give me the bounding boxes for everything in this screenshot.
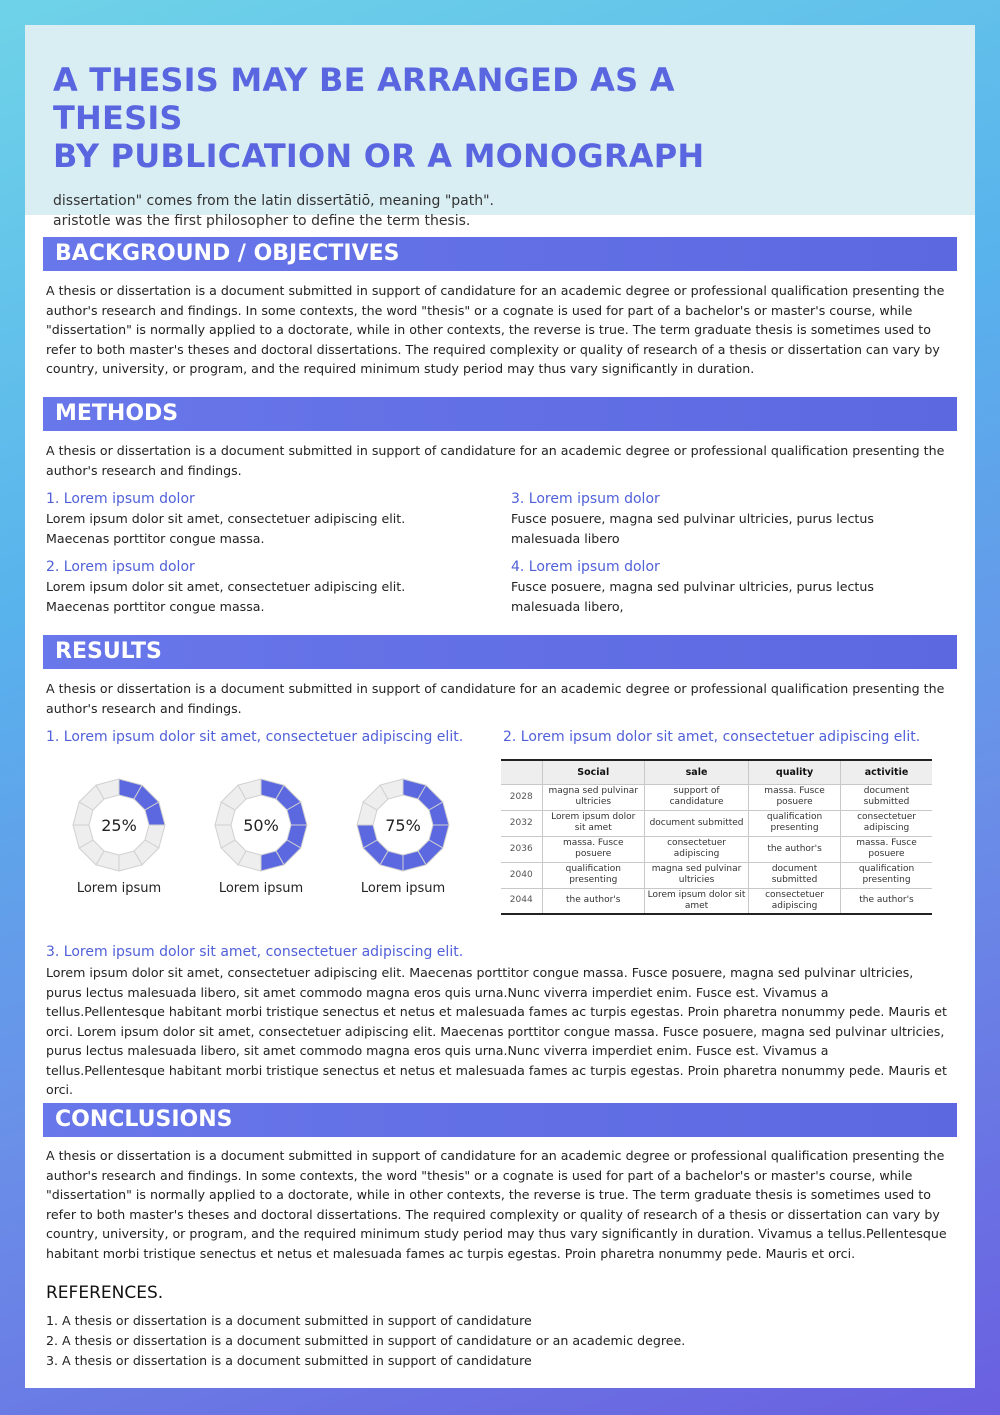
- table-cell-year: 2032: [501, 810, 542, 836]
- table-col-quality: quality: [749, 760, 841, 784]
- table-row: [501, 810, 932, 836]
- table-cell: consectetuer adipiscing: [645, 836, 749, 862]
- poster-sheet: [25, 25, 975, 1388]
- table-cell: the author's: [841, 888, 932, 914]
- methods-item-4-text: Fusce posuere, magna sed pulvinar ultricies, purus lectus malesuada libero,: [511, 579, 874, 614]
- donut-chart-3: [343, 777, 463, 896]
- table-cell-year: 2040: [501, 862, 542, 888]
- table-cell: magna sed pulvinar ultricies: [542, 784, 645, 810]
- donut-1-label: Lorem ipsum: [76, 881, 162, 896]
- poster-title-line-2: BY PUBLICATION OR A MONOGRAPH: [53, 137, 705, 175]
- table-header-row: [501, 760, 932, 784]
- methods-item-3-text: Fusce posuere, magna sed pulvinar ultricies, purus lectus malesuada libero: [511, 511, 874, 546]
- table-cell: consectetuer adipiscing: [841, 810, 932, 836]
- poster-title-line-1: A THESIS MAY BE ARRANGED AS A THESIS: [53, 61, 675, 137]
- reference-item-2: 2. A thesis or dissertation is a document submitted in support of candidature or an academic degree.: [46, 1333, 686, 1348]
- results-sub-2-title: 2. Lorem ipsum dolor sit amet, consectetuer adipiscing elit.: [503, 729, 921, 745]
- results-sub-3-text: Lorem ipsum dolor sit amet, consectetuer adipiscing elit. Maecenas porttitor congue massa. Fusce posuere, magna sed pulvinar ultricies, purus lectus malesuada libero, sit amet commodo magna eros quis urna.Nunc viverra imperdiet enim. Fusce est. Vivamus a tellus.Pellentesque habitant morbi tristique senectus et netus et malesuada fames ac turpis egestas. Proin pharetra nonummy pede. Mauris et orci. Lorem ipsum dolor sit amet, consectetuer adipiscing elit. Maecenas porttitor congue massa. Fusce posuere, magna sed pulvinar ultricies, purus lectus malesuada libero, sit amet commodo magna eros quis urna.Nunc viverra imperdiet enim. Fusce est. Vivamus a tellus.Pellentesque habitant morbi tristique senectus et netus et malesuada fames ac turpis egestas. Proin pharetra nonummy pede. Mauris et orci.: [46, 965, 947, 1097]
- reference-item-1: 1. A thesis or dissertation is a document submitted in support of candidature: [46, 1313, 532, 1328]
- results-intro: A thesis or dissertation is a document submitted in support of candidature for an academic degree or professional qualification presenting the author's research and findings.: [46, 681, 945, 716]
- background-text: A thesis or dissertation is a document submitted in support of candidature for an academic degree or professional qualification presenting the author's research and findings. In some contexts, the word "thesis" or a cognate is used for part of a bachelor's or master's course, while "dissertation" is normally applied to a doctorate, while in other contexts, the reverse is true. The term graduate thesis is sometimes used to refer to both master's theses and doctoral dissertations. The required complexity or quality of research of a thesis or dissertation can vary by country, university, or program, and the required minimum study period may thus vary significantly in duration.: [46, 283, 945, 376]
- methods-item-4-title: 4. Lorem ipsum dolor: [511, 559, 660, 575]
- conclusions-heading: CONCLUSIONS: [43, 1103, 957, 1137]
- table-cell: magna sed pulvinar ultricies: [645, 862, 749, 888]
- results-sub-3-title: 3. Lorem ipsum dolor sit amet, consectetuer adipiscing elit.: [46, 944, 464, 960]
- table-cell: massa. Fusce posuere: [841, 836, 932, 862]
- donut-chart-2: [201, 777, 321, 896]
- donut-3-svg: [355, 777, 451, 873]
- donut-1-svg: [71, 777, 167, 873]
- table-cell: massa. Fusce posuere: [749, 784, 841, 810]
- table-col-activitie: activitie: [841, 760, 932, 784]
- table-col-social: Social: [542, 760, 645, 784]
- table-cell: Lorem ipsum dolor sit amet: [542, 810, 645, 836]
- table-cell: document submitted: [749, 862, 841, 888]
- subtitle-line-1: dissertation" comes from the latin dissertātiō, meaning "path".: [53, 193, 494, 209]
- table-row: [501, 888, 932, 914]
- table-cell: support of candidature: [645, 784, 749, 810]
- table-cell: the author's: [749, 836, 841, 862]
- poster-subtitle: [53, 191, 947, 231]
- donut-3-percent: 75%: [385, 816, 421, 835]
- table-col-year: [501, 760, 542, 784]
- table-cell: document submitted: [645, 810, 749, 836]
- donut-2-svg: [213, 777, 309, 873]
- conclusions-text: A thesis or dissertation is a document submitted in support of candidature for an academic degree or professional qualification presenting the author's research and findings. In some contexts, the word "thesis" or a cognate is used for part of a bachelor's or master's course, while "dissertation" is normally applied to a doctorate, while in other contexts, the reverse is true. The term graduate thesis is sometimes used to refer to both master's theses and doctoral dissertations. The required complexity or quality of research of a thesis or dissertation can vary by country, university, or program, and the required minimum study period may thus vary significantly in duration. Vivamus a tellus.Pellentesque habitant morbi tristique senectus et netus et malesuada fames ac turpis egestas. Proin pharetra nonummy pede. Mauris et orci.: [46, 1148, 947, 1261]
- poster-title: [53, 61, 813, 175]
- donut-1-percent: 25%: [101, 816, 137, 835]
- table-col-sale: sale: [645, 760, 749, 784]
- donut-3-label: Lorem ipsum: [360, 881, 446, 896]
- table-cell-year: 2028: [501, 784, 542, 810]
- table-cell: consectetuer adipiscing: [749, 888, 841, 914]
- methods-item-1-text: Lorem ipsum dolor sit amet, consectetuer adipiscing elit. Maecenas porttitor congue massa.: [46, 511, 406, 546]
- table-cell: qualification presenting: [841, 862, 932, 888]
- table-row: [501, 862, 932, 888]
- results-heading: RESULTS: [43, 635, 957, 669]
- donut-chart-1: [59, 777, 179, 896]
- methods-item-3-title: 3. Lorem ipsum dolor: [511, 491, 660, 507]
- table-cell-year: 2044: [501, 888, 542, 914]
- methods-intro: A thesis or dissertation is a document submitted in support of candidature for an academic degree or professional qualification presenting the author's research and findings.: [46, 443, 945, 478]
- methods-item-1-title: 1. Lorem ipsum dolor: [46, 491, 195, 507]
- methods-item-2-text: Lorem ipsum dolor sit amet, consectetuer adipiscing elit. Maecenas porttitor congue massa.: [46, 579, 406, 614]
- table-cell: qualification presenting: [749, 810, 841, 836]
- results-sub-1-title: 1. Lorem ipsum dolor sit amet, consectetuer adipiscing elit.: [46, 729, 464, 745]
- donut-2-label: Lorem ipsum: [218, 881, 304, 896]
- table-cell: Lorem ipsum dolor sit amet: [645, 888, 749, 914]
- table-row: [501, 836, 932, 862]
- methods-heading: METHODS: [43, 397, 957, 431]
- table-cell: qualification presenting: [542, 862, 645, 888]
- table-cell: document submitted: [841, 784, 932, 810]
- donut-2-percent: 50%: [243, 816, 279, 835]
- table-row: [501, 784, 932, 810]
- methods-item-2-title: 2. Lorem ipsum dolor: [46, 559, 195, 575]
- references-heading: REFERENCES.: [46, 1283, 164, 1303]
- poster-header: [25, 25, 975, 229]
- table-cell: the author's: [542, 888, 645, 914]
- background-heading: BACKGROUND / OBJECTIVES: [43, 237, 957, 271]
- table-cell: massa. Fusce posuere: [542, 836, 645, 862]
- subtitle-line-2: aristotle was the first philosopher to define the term thesis.: [53, 213, 471, 229]
- table-cell-year: 2036: [501, 836, 542, 862]
- results-table: [501, 759, 932, 915]
- reference-item-3: 3. A thesis or dissertation is a document submitted in support of candidature: [46, 1353, 532, 1368]
